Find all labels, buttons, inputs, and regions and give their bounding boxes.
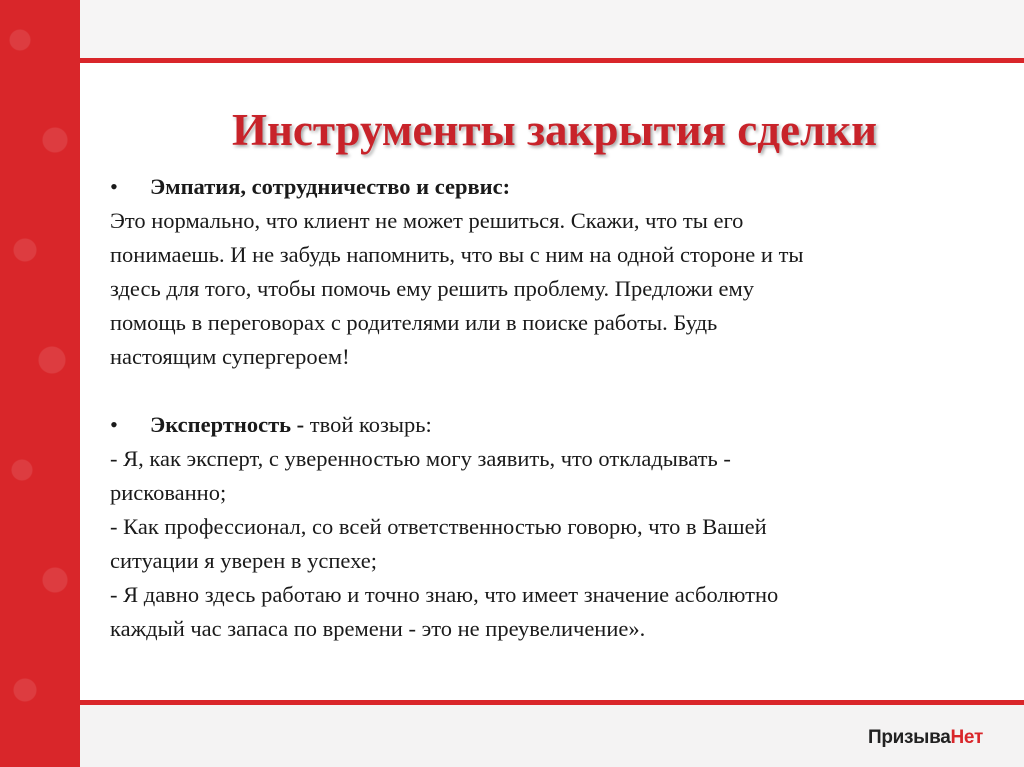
section2-line: рискованно; <box>110 480 227 505</box>
section1-heading: Эмпатия, сотрудничество и сервис: <box>150 174 511 199</box>
logo-part1: Призыва <box>868 727 951 748</box>
section2-line: каждый час запаса по времени - это не преувеличение». <box>110 616 646 641</box>
section2-line: ситуации я уверен в успехе; <box>110 548 378 573</box>
section2-line: - Я, как эксперт, с уверенностью могу заявить, что откладывать - <box>110 446 731 471</box>
top-decorative-area <box>80 0 1024 58</box>
section2-heading <box>150 408 432 442</box>
section1-heading-line <box>110 170 1005 204</box>
section-spacer <box>110 374 1005 408</box>
section1-line: помощь в переговорах с родителями или в поиске работы. Будь <box>110 310 718 335</box>
section1-line: настоящим супергероем! <box>110 344 350 369</box>
bullet-icon: • <box>110 412 118 437</box>
section2-heading-bold: Экспертность - <box>150 412 305 437</box>
section2-heading-rest: твой козырь: <box>304 412 432 437</box>
slide-title: Инструменты закрытия сделки <box>232 105 878 155</box>
slide-body <box>110 170 1005 646</box>
section1-line: здесь для того, чтобы помочь ему решить проблему. Предложи ему <box>110 276 755 301</box>
section1-line: понимаешь. И не забудь напомнить, что вы с ним на одной стороне и ты <box>110 242 804 267</box>
section2-heading-line <box>110 408 1005 442</box>
section1-line: Это нормально, что клиент не может решиться. Скажи, что ты его <box>110 208 744 233</box>
brand-logo <box>868 727 983 749</box>
bullet-icon: • <box>110 174 118 199</box>
logo-part2: Нет <box>950 727 983 748</box>
section2-line: - Я давно здесь работаю и точно знаю, что имеет значение асболютно <box>110 582 779 607</box>
left-decorative-band <box>0 0 80 767</box>
section2-line: - Как профессионал, со всей ответственностью говорю, что в Вашей <box>110 514 767 539</box>
